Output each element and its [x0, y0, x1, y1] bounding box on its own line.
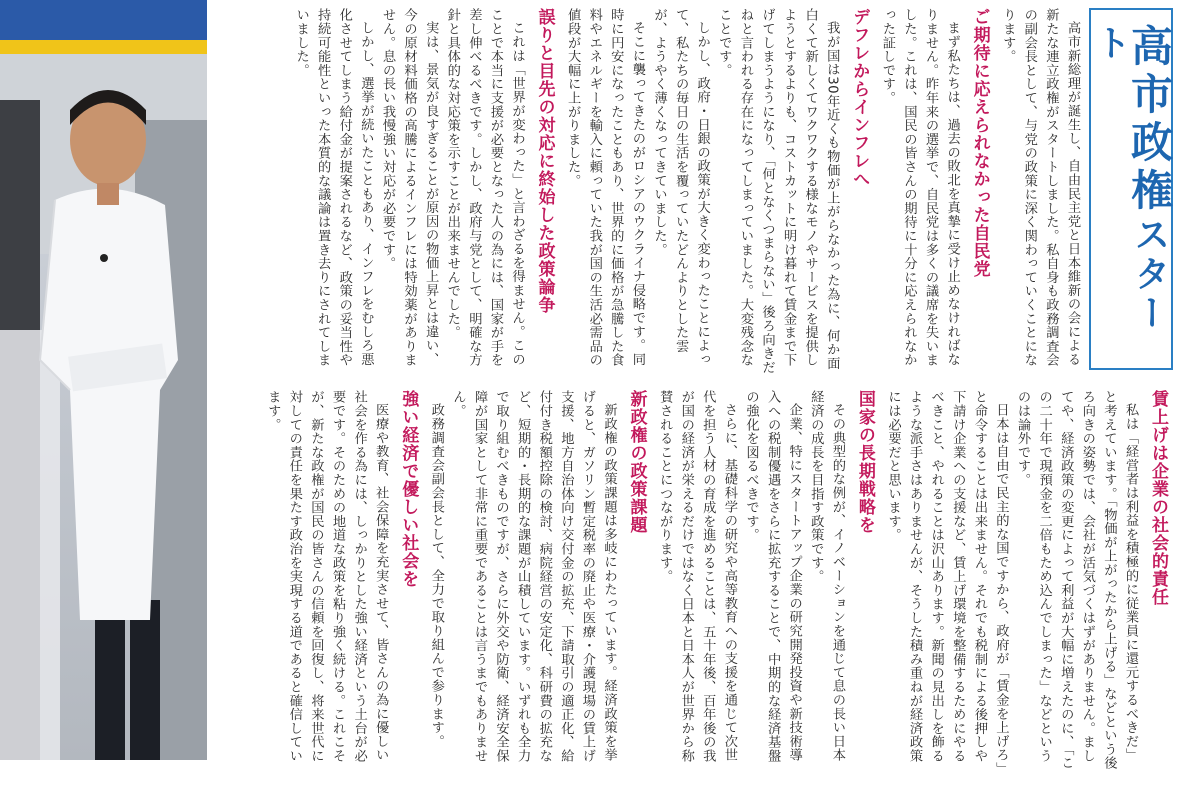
paragraph: その典型的な例が、イノベーションを通じて息の長い日本経済の成長を目指す政策です。 — [808, 390, 845, 763]
section-heading-deflation: デフレからインフレへ — [849, 8, 870, 188]
title-sub: スタート — [1090, 24, 1170, 333]
page-title — [1090, 24, 1174, 368]
politician-photo — [0, 0, 207, 760]
paragraph: 医療や教育、社会保障を充実させて、皆さんの為に優しい社会を作る為には、しっかりとした強い経済という土台が必要です。そのための地道な政策を粘り強く続ける。これこそが、新たな政権が国民の皆さんの信頼を回復し、将来世代に対しての責任を果たす政治を実現する道であると確信しています。 — [265, 390, 389, 763]
paragraph: しかし、政府・日銀の政策が大きく変わったことによって、私たちの毎日の生活を覆っていたどんよりとした雲が、ようやく薄くなってきていました。 — [651, 8, 710, 367]
paragraph: 日本は自由で民主的な国ですから、政府が「賃金を上げろ」と命令することは出来ません。それでも税制による後押しや下請け企業への支援など、賃上げ環境を整備するためにやるべきこと、やれることは沢山あります。新聞の見出しを飾るような派手さはありませんが、そうした積み重ねが経済政策には必要だと思います。 — [885, 390, 1009, 770]
paragraph: 私は「経営者は利益を積極的に従業員に還元するべきだ」と考えています。「物価が上がったから上げる」などという後ろ向きの姿勢では、会社が活気づくはずがありません。ましてや、経済政策の変更によって利益が大幅に増えたのに、「この二十年で現預金を二倍もため込んでしまった」などというのは論外です。 — [1015, 390, 1138, 770]
section-heading-expectations: ご期待に応えられなかった自民党 — [969, 8, 990, 278]
paragraph: 企業、特にスタートアップ企業の研究開発投資や新技術導入への税制優遇をさらに拡充することで、中期的な経済基盤の強化を図るべきです。 — [743, 390, 802, 763]
paragraph: そこに襲ってきたのがロシアのウクライナ侵略です。同時に円安になったこともあり、世界的に価格が急騰した食料やエネルギーを輸入に頼っていた我が国の生活必需品の値段が大幅に上がりました。 — [565, 8, 645, 367]
bottom-column — [213, 390, 1175, 775]
paragraph: 新政権の政策課題は多岐にわたっています。経済政策を挙げると、ガソリン暫定税率の廃止や医療・介護現場の賃上げ支援、地方自治体向け交付金の拡充、下請取引の適正化、給付付き税額控除の検討、病院経営の安定化、科研費の拡充など、短期的・長期的な課題が山積しています。いずれも全力で取り組むべきものですが、さらに外交や防衛、経済安全保障が国家として非常に重要であることは言うまでもありません。 — [450, 390, 617, 763]
section-heading-policy-debate: 誤りと目先の対応に終始した政策論争 — [534, 8, 555, 314]
top-column — [213, 8, 1083, 378]
section-heading-strong-economy: 強い経済で優しい社会を — [398, 390, 419, 588]
title-box — [1089, 8, 1173, 370]
intro-paragraph: 高市新総理が誕生し、自由民主党と日本維新の会による新たな連立政権がスタートしました。私自身も政務調査会の副会長として、与党の政策に深く関わっていくことになります。 — [1000, 8, 1080, 367]
section-heading-wage-increase: 賃上げは企業の社会的責任 — [1148, 390, 1168, 606]
paragraph: 実は、景気が良すぎることが原因の物価上昇とは違い、今の原材料価格の高騰によるインフレには特効薬がありません。息の長い我慢強い対応が必要です。 — [379, 8, 439, 367]
paragraph: これは「世界が変わった」と言わざるを得ません。このことで本当に支援が必要となった人の為には、国家が手を差し伸べるべきです。しかし、政府与党として、明確な方針と具体的な対応策を示すことが出来ませんでした。 — [444, 8, 525, 367]
section-heading-policy-issues: 新政権の政策課題 — [626, 390, 647, 534]
paragraph: 政務調査会副会長として、全力で取り組んで参ります。 — [428, 403, 444, 749]
section-heading-long-term-strategy: 国家の長期戦略を — [854, 390, 875, 534]
paragraph: しかし、選挙が続いたこともあり、インフレをむしろ悪化させてしまう給付金が提案されるなど、政策の妥当性や持続可能性といった本質的な議論は置き去りにされてしまいました。 — [293, 8, 374, 367]
paragraph: 我が国は30年近くも物価が上がらなかった為に、何か面白くて新しくてワクワクする様なモノやサービスを提供しようとするよりも、コストカットに明け暮れて賃金まで下げてしまうようになり、「何となくつまらない」後ろ向きだねと言われる存在になってしまっていました。大変残念なことです。 — [716, 8, 840, 374]
title-main: 高市政権 — [1125, 24, 1174, 216]
paragraph: さらに、基礎科学の研究や高等教育への支援を通じて次世代を担う人材の育成を進めることは、五十年後、百年後の我が国の経済が栄えるだけではなく日本と日本人が世界から称賛されることにつながります。 — [657, 390, 737, 763]
paragraph: まず私たちは、過去の敗北を真摯に受け止めなければなりません。昨年来の選挙で、自民党は多くの議席を失いました。これは、国民の皆さんの期待に十分に応えられなかった証しです。 — [879, 8, 960, 367]
